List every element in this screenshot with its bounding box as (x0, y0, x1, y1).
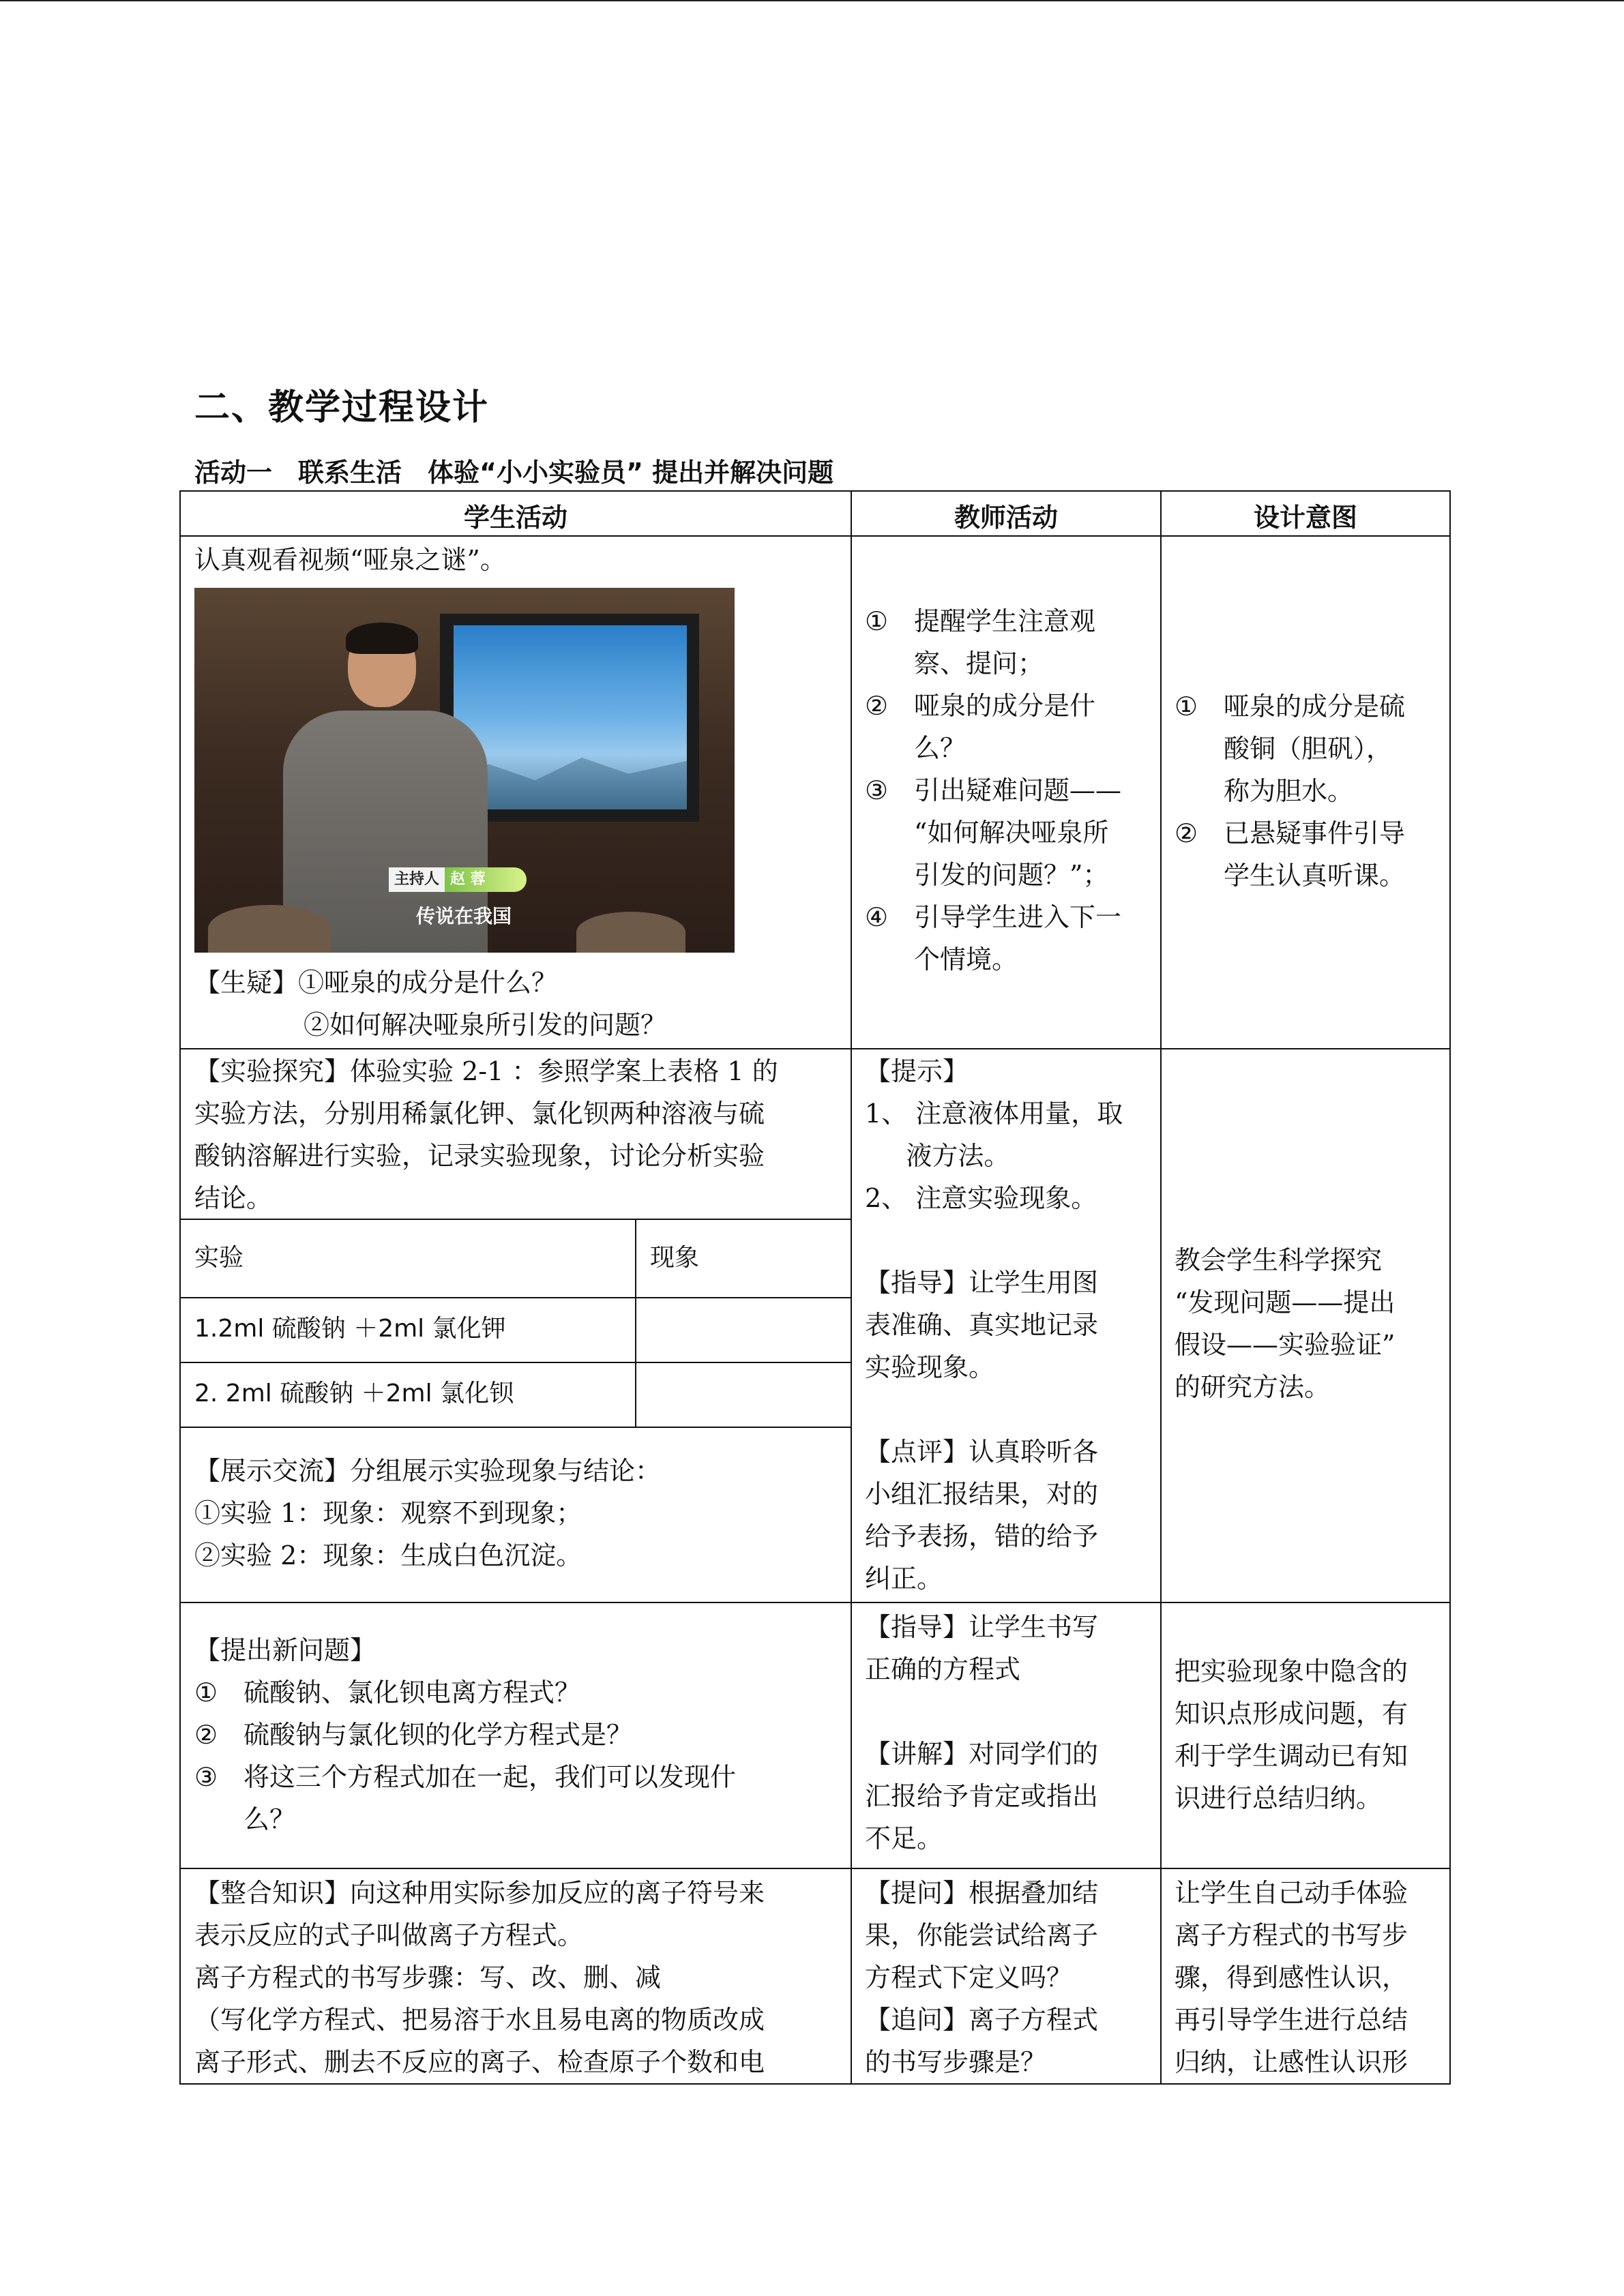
item-line: 引导学生进入下一 (914, 902, 1122, 932)
text-line: 把实验现象中隐含的 (1175, 1656, 1408, 1686)
text-line: 离子方程式的书写步骤：写、改、删、减 (194, 1963, 662, 1993)
design-item (1175, 685, 1447, 812)
text-line: 实验方法，分别用稀氯化钾、氯化钡两种溶液与硫 (194, 1099, 765, 1129)
text-line: 离子形式、删去不反应的离子、检查原子个数和电 (194, 2047, 765, 2077)
text-line: 【提问】根据叠加结 (865, 1878, 1099, 1908)
text-line: 小组汇报结果，对的 (865, 1479, 1099, 1509)
section-heading: 二、教学过程设计 (194, 387, 490, 428)
page-top-border (0, 0, 1624, 1)
text-line: 【指导】让学生用图 (865, 1268, 1099, 1298)
text-line: 【展示交流】分组展示实验现象与结论： (194, 1456, 662, 1486)
text-line: 正确的方程式 (865, 1654, 1021, 1684)
text-line: 【讲解】对同学们的 (865, 1739, 1099, 1769)
row3-design-intent (1175, 1650, 1408, 1819)
text-line: 不足。 (865, 1823, 943, 1853)
row2-teacher-activity (865, 1050, 1123, 1600)
item-line: 将这三个方程式加在一起，我们可以发现什 (243, 1762, 737, 1792)
text-line: 【实验探究】体验实验 2-1 ：参照学案上表格 1 的 (194, 1056, 778, 1086)
text-line: 方程式下定义吗？ (865, 1963, 1073, 1993)
text-line: ②实验 2：现象：生成白色沉淀。 (194, 1540, 582, 1570)
row4-student-text (194, 1872, 765, 2083)
exp-row-2: 2. 2ml 硫酸钠 ＋2ml 氯化钡 (194, 1380, 514, 1407)
question-item (194, 1714, 849, 1756)
text-line: 果，你能尝试给离子 (865, 1920, 1099, 1950)
text-line: 【点评】认真聆听各 (865, 1437, 1099, 1467)
item-number: ③ (194, 1762, 218, 1792)
text-line: 让学生自己动手体验 (1175, 1878, 1408, 1908)
text-line: 纠正。 (865, 1564, 943, 1594)
row1-student-intro: 认真观看视频“哑泉之谜”。 (194, 545, 506, 575)
design-item (1175, 812, 1447, 897)
header-teacher-activity: 教师活动 (954, 503, 1058, 533)
item-line: 么？ (914, 733, 966, 763)
row3-teacher-activity (865, 1606, 1098, 1860)
activity-title: 活动一 联系生活 体验“小小实验员” 提出并解决问题 (194, 458, 834, 488)
text-line (865, 1388, 1123, 1431)
item-number: ① (1175, 691, 1198, 721)
item-line: 个情境。 (914, 944, 1018, 974)
text-line: “发现问题——提出 (1175, 1287, 1396, 1317)
text-line: 酸钠溶解进行实验，记录实验现象，讨论分析实验 (194, 1141, 765, 1171)
text-line: 结论。 (194, 1183, 273, 1213)
text-line (865, 1219, 1123, 1262)
item-line: 哑泉的成分是硫 (1224, 691, 1406, 721)
row2-design-intent (1175, 1239, 1395, 1408)
host-tag-label: 主持人 (389, 867, 445, 892)
text-line: 教会学生科学探究 (1175, 1245, 1383, 1275)
row1-teacher-activity (865, 600, 1158, 981)
text-line: 汇报给予肯定或指出 (865, 1781, 1099, 1811)
exp-header-phenomenon: 现象 (650, 1244, 700, 1272)
item-number: ② (1175, 818, 1198, 848)
text-line: 归纳，让感性认识形 (1175, 2047, 1408, 2077)
text-line: 离子方程式的书写步 (1175, 1920, 1408, 1950)
row2-exchange-text (194, 1450, 661, 1577)
text-line: 知识点形成问题，有 (1175, 1699, 1408, 1729)
text-line: 【指导】让学生书写 (865, 1612, 1099, 1642)
text-line: （写化学方程式、把易溶于水且易电离的物质改成 (194, 2005, 765, 2035)
exp-header-experiment: 实验 (194, 1244, 244, 1272)
row3-student-questions (194, 1671, 849, 1840)
text-line: 实验现象。 (865, 1352, 995, 1382)
text-line: 的研究方法。 (1175, 1372, 1331, 1402)
text-line: 液方法。 (865, 1141, 1010, 1171)
text-line: 【整合知识】向这种用实际参加反应的离子符号来 (194, 1878, 765, 1908)
header-student-activity: 学生活动 (463, 503, 567, 533)
item-number: ② (865, 691, 889, 721)
row1-question-1: 【生疑】①哑泉的成分是什么？ (194, 968, 558, 998)
text-line: 利于学生调动已有知 (1175, 1741, 1408, 1771)
row4-teacher-activity (865, 1872, 1098, 2083)
video-caption: 传说在我国 (416, 905, 512, 927)
item-line: 引出疑难问题—— (914, 775, 1122, 805)
text-line: 表示反应的式子叫做离子方程式。 (194, 1920, 584, 1950)
text-line: 给予表扬，错的给予 (865, 1521, 1099, 1551)
item-number: ② (194, 1720, 218, 1750)
host-name: 赵 蓉 (445, 867, 527, 892)
teacher-item (865, 896, 1158, 981)
item-line: 么？ (243, 1804, 296, 1834)
item-line: 引发的问题？”； (914, 860, 1109, 890)
row3-student-title: 【提出新问题】 (194, 1635, 377, 1665)
text-line: 识进行总结归纳。 (1175, 1783, 1383, 1813)
text-line: 【提示】 (865, 1056, 969, 1086)
row2-student-experiment-text (194, 1050, 778, 1219)
text-line: 表准确、真实地记录 (865, 1310, 1099, 1340)
video-thumbnail[interactable] (194, 588, 735, 953)
item-line: 称为胆水。 (1224, 776, 1354, 806)
question-item (194, 1671, 849, 1714)
item-number: ④ (865, 902, 889, 932)
item-line: “如何解决哑泉所 (914, 818, 1109, 848)
text-line: 2、 注意实验现象。 (865, 1183, 1097, 1213)
teacher-item (865, 769, 1158, 896)
row1-question-2: ②如何解决哑泉所引发的问题？ (304, 1010, 667, 1040)
text-line: 的书写步骤是？ (865, 2047, 1047, 2077)
text-line: 1、 注意液体用量，取 (865, 1099, 1123, 1129)
item-line: 已悬疑事件引导 (1224, 818, 1406, 848)
host-name-tag (389, 867, 527, 892)
item-number: ③ (865, 775, 889, 805)
text-line (865, 1690, 1098, 1733)
row4-design-intent (1175, 1872, 1408, 2083)
teacher-item (865, 600, 1158, 685)
item-line: 酸铜（胆矾）， (1224, 734, 1393, 764)
item-number: ① (865, 606, 889, 636)
text-line: 再引导学生进行总结 (1175, 2005, 1408, 2035)
item-line: 察、提问； (914, 648, 1044, 679)
text-line: 假设——实验验证” (1175, 1330, 1396, 1360)
item-line: 硫酸钠与氯化钡的化学方程式是？ (243, 1720, 633, 1750)
item-line: 学生认真听课。 (1224, 861, 1406, 891)
teacher-item (865, 685, 1158, 769)
item-number: ① (194, 1678, 218, 1708)
item-line: 提醒学生注意观 (914, 606, 1096, 636)
question-item (194, 1756, 849, 1840)
row1-design-intent (1175, 685, 1447, 897)
text-line: ①实验 1：现象：观察不到现象； (194, 1498, 582, 1528)
text-line: 骤，得到感性认识， (1175, 1963, 1408, 1993)
item-line: 哑泉的成分是什 (914, 691, 1096, 721)
text-line: 【追问】离子方程式 (865, 2005, 1099, 2035)
header-design-intent: 设计意图 (1253, 503, 1357, 533)
exp-row-1: 1.2ml 硫酸钠 ＋2ml 氯化钾 (194, 1315, 506, 1343)
item-line: 硫酸钠、氯化钡电离方程式？ (243, 1678, 581, 1708)
